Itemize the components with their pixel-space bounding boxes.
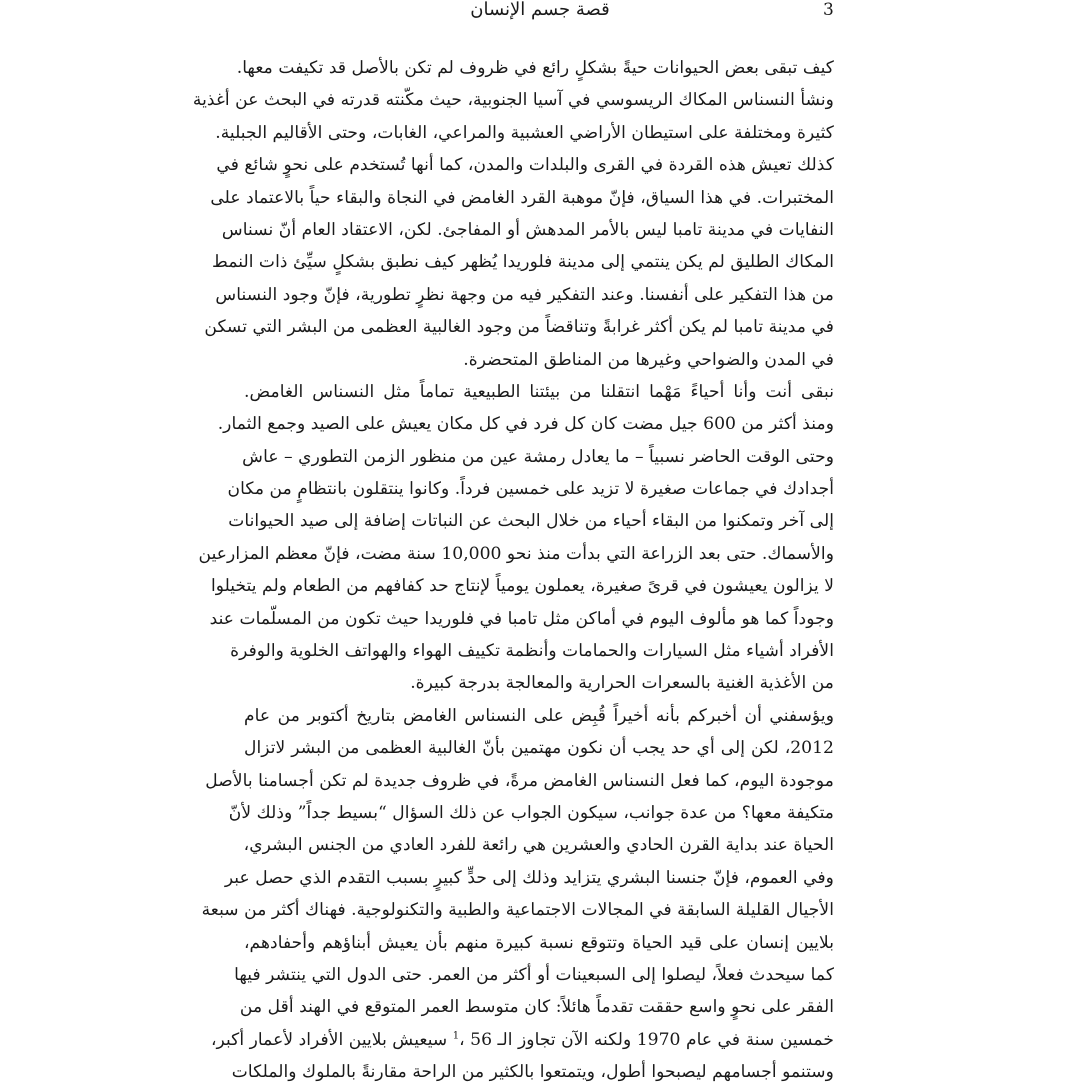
text-line: النفايات في مدينة تامبا ليس بالأمر المدهش أو المفاجئ. لكن، الاعتقاد العام أنّ نسناس [221, 219, 834, 240]
page-number: 3 [823, 0, 834, 20]
text-line: وستنمو أجسامهم ليصبحوا أطول، ويتمتعوا بالكثير من الراحة مقارنةً بالملوك والملكات [231, 1062, 834, 1083]
text-line: الأجيال القليلة السابقة في المجالات الاجتماعية والطبية والتكنولوجية. فهناك أكثر من سبعة [201, 900, 834, 921]
text-line: وفي العموم، فإنّ جنسنا البشري يتزايد وذلك إلى حدٍّ كبيرٍ بسبب التقدم الذي حصل عبر [224, 867, 834, 888]
text-line: الفقر على نحوٍ واسع حققت تقدماً هائلاً: كان متوسط العمر المتوقع في الهند أقل من [239, 997, 834, 1018]
text-line: في مدينة تامبا لم يكن أكثر غرابةً وتناقضاً من وجود الغالبية العظمى من البشر التي تسكن [204, 317, 834, 338]
text-line: متكيفة معها؟ من عدة جوانب، سيكون الجواب عن ذلك السؤال “بسيط جداً” وذلك لأنّ [228, 802, 834, 823]
text-line: المكاك الطليق لم يكن ينتمي إلى مدينة فلوريدا يُظهر كيف نطبق بشكلٍ سيِّئ ذات النمط [212, 252, 834, 273]
text-line: لا يزالون يعيشون في قرىً صغيرة، يعملون يومياً لإنتاج حد كفافهم من الطعام ولم يتخيلوا [210, 576, 834, 597]
text-line: وجوداً كما هو مألوف اليوم في أماكن مثل تامبا في فلوريدا حيث تكون من المسلّمات عند [209, 608, 834, 629]
running-title: قصة جسم الإنسان [470, 0, 610, 20]
text-line: إلى آخر وتمكنوا من البقاء أحياء من خلال البحث عن النباتات إضافة إلى صيد الحيوانات [228, 511, 834, 532]
text-line: والأسماك. حتى بعد الزراعة التي بدأت منذ نحو 10,000 سنة مضت، فإنّ معظم المزارعين [198, 543, 834, 564]
text-line: كما سيحدث فعلاً، ليصلوا إلى السبعينات أو أكثر من العمر. حتى الدول التي ينتشر فيها [234, 964, 834, 985]
text-line: ويؤسفني أن أخبركم بأنه أخيراً قُبِض على النسناس الغامض بتاريخ أكتوبر من عام [244, 705, 834, 726]
text-line: من هذا التفكير على أنفسنا. وعند التفكير فيه من وجهة نظرٍ تطورية، فإنّ وجود النسناس [215, 284, 834, 305]
text-line: في المدن والضواحي وغيرها من المناطق المتحضرة. [463, 349, 834, 370]
text-line: 2012، لكن إلى أي حد يجب أن نكون مهتمين بأنّ الغالبية العظمى من البشر لاتزال [244, 738, 834, 759]
text-line: نبقى أنت وأنا أحياءً مَهْما انتقلنا من بيئتنا الطبيعية تماماً مثل النسناس الغامض. [244, 381, 834, 402]
footnote-marker[interactable]: 1 [452, 1029, 460, 1041]
text-line: وحتى الوقت الحاضر نسبياً – ما يعادل رمشة عين من منظور الزمن التطوري – عاش [242, 446, 834, 467]
text-line: المختبرات. في هذا السياق، فإنّ موهبة القرد الغامض في النجاة والبقاء حياً بالاعتماد على [210, 187, 834, 208]
text-line: أجدادك في جماعات صغيرة لا تزيد على خمسين فرداً. وكانوا ينتقلون بانتظامٍ من مكان [227, 479, 834, 500]
text-line: الأفراد أشياء مثل السيارات والحمامات وأنظمة تكييف الهواء والهواتف الخلوية والوفرة [230, 641, 834, 662]
body-text [192, 52, 834, 1089]
text-line: موجودة اليوم، كما فعل النسناس الغامض مرةً، في ظروف جديدة لم تكن أجسامنا بالأصل [205, 770, 834, 791]
text-line: كثيرة ومختلفة على استيطان الأراضي العشبية والمراعي، الغابات، وحتى الأقاليم الجبلية. [215, 122, 834, 143]
text-line: من الأغذية الغنية بالسعرات الحرارية والمعالجة بدرجة كبيرة. [410, 673, 834, 694]
page-header [0, 0, 1078, 26]
text-line: ونشأ النسناس المكاك الريسوسي في آسيا الجنوبية، حيث مكّنته قدرته في البحث عن أغذية [192, 90, 834, 111]
text-line: كذلك تعيش هذه القردة في القرى والبلدات والمدن، كما أنها تُستخدم على نحوٍ شائع في [216, 155, 834, 176]
text-line: الحياة عند بداية القرن الحادي والعشرين هي رائعة للفرد العادي من الجنس البشري، [243, 835, 834, 856]
footnote-text-line [210, 1024, 834, 1056]
text-line: ومنذ أكثر من 600 جيل مضت كان كل فرد في كل مكان يعيش على الصيد وجمع الثمار. [217, 414, 834, 435]
text-segment: سيعيش بلايين الأفراد لأعمار أكبر، [210, 1029, 453, 1050]
text-line: كيف تبقى بعض الحيوانات حيةً بشكلٍ رائع في ظروف لم تكن بالأصل قد تكيفت معها. [236, 58, 834, 78]
text-segment: خمسين سنة في عام 1970 ولكنه الآن تجاوز الـ 56 ، [459, 1029, 834, 1050]
text-line: بلايين إنسان على قيد الحياة وتتوقع نسبة كبيرة منهم بأن يعيش أبناؤهم وأحفادهم، [244, 932, 834, 953]
